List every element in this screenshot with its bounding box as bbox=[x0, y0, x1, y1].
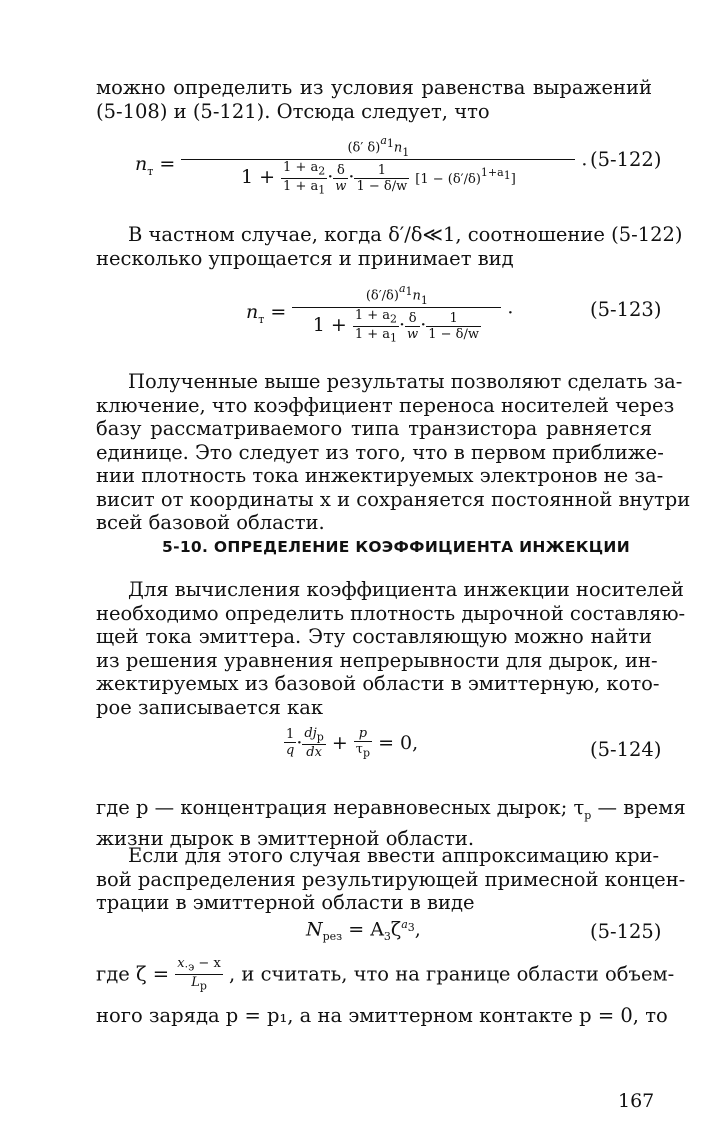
text-line: жизни дырок в эмиттерной области. bbox=[96, 827, 475, 851]
fraction bbox=[333, 163, 348, 194]
eq-sub: p bbox=[199, 979, 207, 993]
eq-sup: a bbox=[401, 918, 408, 931]
eq-dot: · bbox=[296, 731, 303, 754]
eq-sub: p bbox=[316, 730, 324, 744]
eq-text: dx bbox=[306, 744, 322, 760]
eq-text: 1 bbox=[426, 311, 481, 327]
denominator bbox=[181, 160, 575, 196]
page-number: 167 bbox=[618, 1090, 655, 1112]
eq-sign: = bbox=[159, 152, 176, 175]
section-heading: 5-10. ОПРЕДЕЛЕНИЕ КОЭФФИЦИЕНТА ИНЖЕКЦИИ bbox=[162, 538, 630, 556]
text-fragment: , и считать, что на границе области объем- bbox=[229, 962, 675, 986]
eq-dot: · bbox=[507, 302, 514, 325]
equation-5-122 bbox=[135, 134, 587, 196]
eq-dot: · bbox=[327, 166, 334, 189]
text-line: из решения уравнения непрерывности для дырок, ин- bbox=[96, 648, 658, 672]
eq-sub: 1 bbox=[318, 183, 326, 197]
eq-sub: 3 bbox=[383, 930, 391, 944]
text-line: (5-108) и (5-121). Отсюда следует, что bbox=[96, 99, 490, 123]
text-line: нии плотность тока инжектируемых электронов не за- bbox=[96, 464, 664, 487]
eq-text: x bbox=[177, 956, 185, 971]
text-line: необходимо определить плотность дырочной составляю- bbox=[96, 601, 686, 625]
text-line bbox=[96, 796, 686, 827]
eq-symbol: n bbox=[246, 300, 259, 323]
paragraph-where-p bbox=[96, 796, 686, 851]
numerator bbox=[292, 282, 501, 308]
text-line: Если для этого случая ввести аппроксимацию кри- bbox=[128, 844, 660, 867]
text-line: щей тока эмиттера. Эту составляющую можно найти bbox=[96, 625, 652, 648]
eq-sup: a bbox=[398, 282, 406, 295]
eq-text: 1 bbox=[354, 163, 409, 179]
text-line: ного заряда p = p₁, а на эмиттерном контакте p = 0, то bbox=[96, 1004, 668, 1027]
eq-text: (δ′ δ) bbox=[347, 140, 381, 156]
text-fragment: где ζ = bbox=[96, 962, 170, 986]
equation-number: (5-123) bbox=[590, 298, 662, 321]
text-line: вой распределения результирующей примесной концен- bbox=[96, 867, 686, 891]
fraction bbox=[353, 308, 399, 344]
paragraph-intro bbox=[96, 76, 652, 123]
eq-text: , bbox=[414, 918, 421, 941]
eq-text: n bbox=[412, 288, 421, 304]
eq-text: 1 + a bbox=[354, 326, 390, 342]
eq-text: 1 + a bbox=[283, 160, 319, 176]
eq-sub: p bbox=[584, 808, 592, 822]
eq-text: 1 + a bbox=[354, 308, 390, 324]
eq-text: 1 bbox=[284, 727, 296, 743]
fraction bbox=[405, 311, 420, 342]
eq-text: w bbox=[407, 326, 419, 342]
numerator bbox=[181, 134, 575, 160]
eq-text: 1 + bbox=[240, 166, 275, 189]
text-line: ключение, что коэффициент переноса носителей через bbox=[96, 393, 675, 417]
paragraph-conclusion bbox=[96, 370, 691, 535]
eq-text: dj bbox=[304, 726, 317, 741]
eq-text: δ bbox=[405, 311, 420, 327]
fraction bbox=[175, 956, 223, 992]
eq-text: 1 − δ/w bbox=[428, 326, 479, 342]
eq-dot: · bbox=[348, 166, 355, 189]
equation-5-123 bbox=[246, 282, 513, 344]
eq-text: = 0, bbox=[378, 731, 419, 754]
text-line: можно определить из условия равенства выражений bbox=[96, 76, 652, 99]
eq-dot: · bbox=[399, 314, 406, 337]
fraction bbox=[302, 726, 325, 760]
paragraph-injection bbox=[96, 578, 686, 719]
main-fraction bbox=[292, 282, 501, 344]
eq-sub: 1 bbox=[503, 169, 511, 183]
fraction bbox=[354, 163, 409, 194]
eq-sub: 1 bbox=[402, 146, 410, 160]
eq-symbol: N bbox=[306, 918, 323, 941]
paragraph-approximation bbox=[96, 844, 686, 915]
eq-text: [1 − (δ′/δ) bbox=[415, 172, 481, 188]
eq-dot: · bbox=[581, 154, 588, 177]
text-line: В частном случае, когда δ′/δ≪1, соотношение (5-122) bbox=[128, 223, 683, 246]
eq-sup: 1+a bbox=[480, 165, 504, 179]
equation-number: (5-124) bbox=[590, 738, 662, 761]
equation-number: (5-122) bbox=[590, 148, 662, 171]
eq-symbol: n bbox=[135, 152, 148, 175]
paragraph-where-zeta-cont bbox=[96, 1004, 668, 1028]
eq-subscript: т bbox=[258, 312, 265, 326]
eq-sup: a bbox=[380, 134, 387, 147]
eq-subscript: т bbox=[147, 164, 154, 178]
fraction bbox=[281, 160, 327, 196]
fraction bbox=[284, 727, 296, 758]
equation-number: (5-125) bbox=[590, 920, 662, 943]
eq-text: ζ bbox=[390, 918, 402, 941]
fraction bbox=[354, 726, 372, 760]
text-fragment: — время bbox=[591, 796, 686, 819]
denominator bbox=[292, 308, 501, 344]
eq-text: 1 − δ/w bbox=[356, 178, 408, 194]
text-line: Полученные выше результаты позволяют сделать за- bbox=[128, 370, 683, 393]
eq-text: 1 + bbox=[312, 314, 347, 337]
main-fraction bbox=[181, 134, 575, 196]
eq-text: = A bbox=[348, 918, 384, 941]
eq-text: w bbox=[335, 178, 347, 194]
eq-sub: 1 bbox=[420, 294, 428, 308]
eq-sub: ·э bbox=[184, 960, 195, 974]
text-line: всей базовой области. bbox=[96, 511, 325, 534]
eq-sub: 2 bbox=[318, 164, 326, 178]
text-line: жектируемых из базовой области в эмиттерную, кото- bbox=[96, 672, 660, 695]
paragraph-where-zeta bbox=[96, 956, 674, 992]
eq-sub: 1 bbox=[386, 137, 394, 151]
eq-text: n bbox=[393, 140, 403, 156]
text-line: несколько упрощается и принимает вид bbox=[96, 246, 514, 270]
eq-text: δ bbox=[333, 163, 348, 179]
text-line: базу рассматриваемого типа транзистора равняется bbox=[96, 417, 652, 440]
text-fragment: где p — концентрация неравновесных дырок; τ bbox=[96, 796, 585, 819]
text-line: трации в эмиттерной области в виде bbox=[96, 891, 475, 914]
eq-text: (δ′/δ) bbox=[365, 288, 399, 304]
text-line: рое записывается как bbox=[96, 695, 324, 719]
eq-text: L bbox=[191, 974, 200, 990]
text-line: единице. Это следует из того, что в первом приближе- bbox=[96, 440, 664, 464]
eq-sub: 2 bbox=[390, 312, 397, 326]
eq-sub: p bbox=[363, 746, 371, 760]
equation-5-125 bbox=[306, 918, 421, 943]
eq-text: 1 + a bbox=[283, 178, 319, 194]
eq-text: q bbox=[286, 743, 295, 759]
eq-sign: = bbox=[270, 300, 287, 323]
eq-sub: рез bbox=[322, 930, 343, 944]
eq-text: ] bbox=[510, 172, 516, 188]
eq-sub: 3 bbox=[407, 921, 415, 935]
eq-text: τ bbox=[355, 742, 363, 757]
eq-dot: · bbox=[420, 314, 427, 337]
fraction bbox=[426, 311, 481, 342]
eq-plus: + bbox=[331, 731, 348, 754]
eq-sub: 1 bbox=[405, 285, 413, 299]
eq-text: − x bbox=[194, 956, 221, 971]
text-line: Для вычисления коэффициента инжекции носителей bbox=[128, 578, 684, 601]
text-line: висит от координаты x и сохраняется постоянной внутри bbox=[96, 487, 691, 511]
eq-sub: 1 bbox=[390, 331, 397, 345]
eq-text: p bbox=[354, 726, 372, 742]
equation-5-124 bbox=[284, 726, 418, 760]
paragraph-special-case bbox=[96, 223, 683, 270]
